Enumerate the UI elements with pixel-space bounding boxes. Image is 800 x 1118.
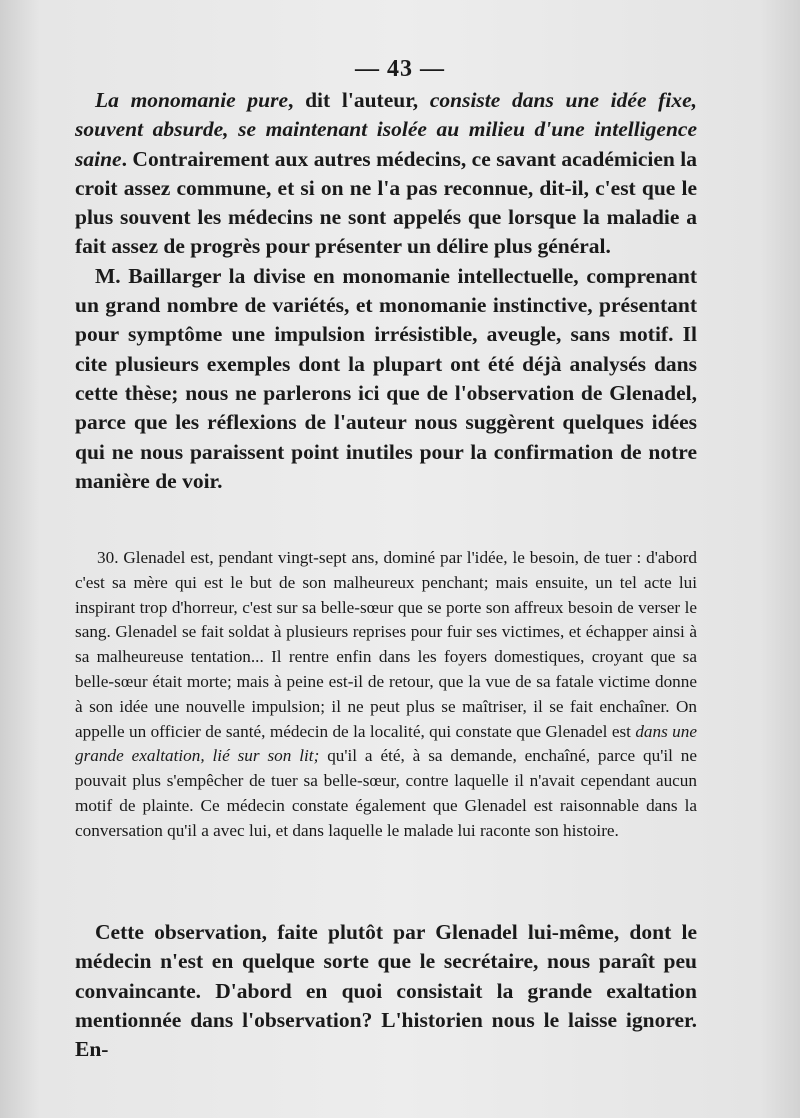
text-run: , dit l'auteur, — [288, 88, 430, 112]
text-run: qu'il a été, à sa demande, enchaîné, parce qu'il ne pouvait plus s'empêcher de tuer sa belle-sœur, contre laquelle il n'avait cependant aucun motif de plainte. Ce médecin constate également que Glenadel est raisonnable dans la conversation qu'il a avec lui, et dans laquelle le malade lui raconte son histoire. — [75, 746, 697, 840]
main-text-bottom — [75, 918, 697, 1064]
paragraph-observation: Cette observation, faite plutôt par Glenadel lui-même, dont le médecin n'est en quelque sorte que le secrétaire, nous paraît peu convaincante. D'abord en quoi consistait la grande exaltation mentionnée dans l'observation? L'historien nous le laisse ignorer. En- — [75, 920, 697, 1062]
main-text-top — [75, 86, 697, 496]
text-run: . Contrairement aux autres médecins, ce savant académicien la croit assez commune, et si on ne l'a pas reconnue, dit-il, c'est que le plus souvent les médecins ne sont appelés que lorsque la maladie a fait assez de progrès pour présenter un délire plus général. — [75, 146, 697, 259]
paragraph-baillarger: M. Baillarger la divise en monomanie intellectuelle, comprenant un grand nombre de variétés, et monomanie instinctive, présentant pour symptôme une impulsion irrésistible, aveugle, sans motif. Il cite plusieurs exemples dont la plupart ont été déjà analysés dans cette thèse; nous ne parlerons ici que de l'observation de Glenadel, parce que les réflexions de l'auteur nous suggèrent quelques idées qui ne nous paraissent point inutiles pour la confirmation de notre manière de voir. — [75, 263, 697, 493]
case-note — [75, 546, 697, 844]
case-note-paragraph — [75, 546, 697, 844]
text-run: 30. Glenadel est, pendant vingt-sept ans, dominé par l'idée, le besoin, de tuer : d'abord c'est sa mère qui est le but de son malheureux penchant; mais ensuite, un tel acte lui inspirant trop d'horreur, c'est sur sa belle-sœur que se porte son affreux besoin de verser le sang. Glenadel se fait soldat à plusieurs reprises pour fuir ses victimes, et échapper ainsi à sa malheureuse tentation... Il rentre enfin dans les foyers domestiques, croyant que sa belle-sœur était morte; mais à peine est-il de retour, que la vue de sa fatale victime donne à son idée une nouvelle impulsion; il ne peut plus se maîtriser, il se fait enchaîner. On appelle un officier de santé, médecin de la localité, qui constate que Glenadel est — [75, 548, 697, 741]
page-number: — 43 — — [355, 56, 445, 82]
paragraph-definition — [75, 86, 697, 262]
italic-term: La monomanie pure — [95, 88, 289, 112]
italic-phrase: dans une grande exaltation, lié sur son lit; — [75, 721, 697, 766]
italic-quote: consiste dans une idée fixe, souvent absurde, se maintenant isolée au milieu d'une intelligence saine — [75, 88, 697, 171]
